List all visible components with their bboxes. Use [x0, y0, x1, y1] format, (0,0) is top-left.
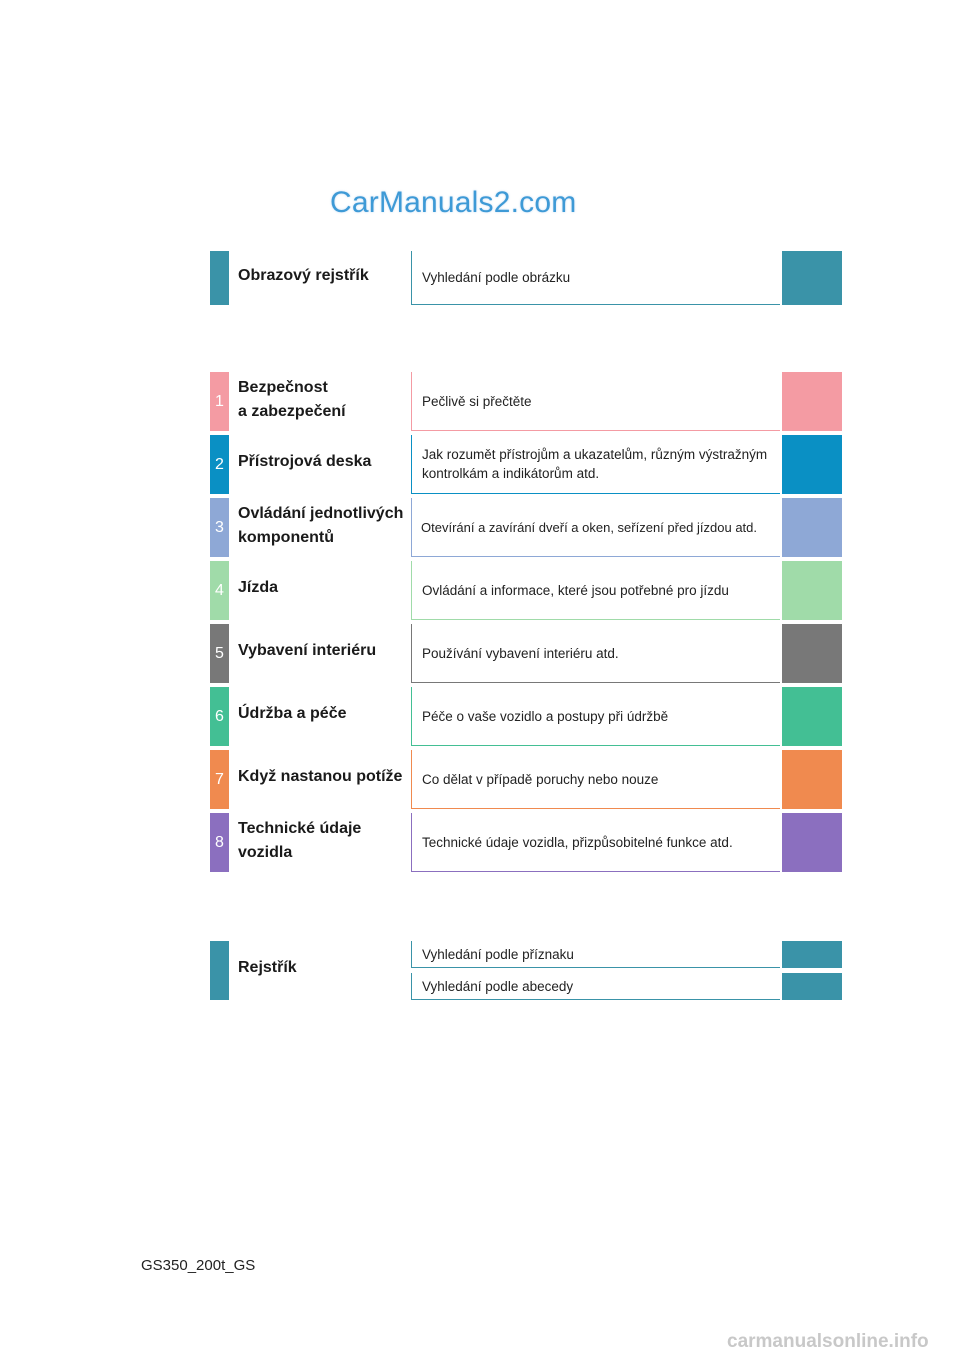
section-title-line: Když nastanou potíže: [238, 768, 403, 785]
section-desc: [411, 687, 780, 746]
section-title: [238, 502, 410, 550]
picture-index-marker: [210, 251, 229, 305]
section-desc-line: Péče o vaše vozidlo a postupy při údržbě: [422, 708, 669, 724]
site-watermark: carmanualsonline.info: [727, 1331, 929, 1352]
section-desc: [411, 372, 780, 431]
section-row-8[interactable]: [210, 813, 842, 872]
section-title: [238, 817, 410, 865]
section-row-6[interactable]: [210, 687, 842, 746]
watermark-logo: CarManuals2.com: [330, 186, 577, 219]
section-title-line: a zabezpečení: [238, 403, 346, 420]
section-tab[interactable]: [782, 561, 842, 620]
section-title-line: Vybavení interiéru: [238, 642, 377, 659]
section-number: 7: [210, 750, 229, 809]
section-row-7[interactable]: [210, 750, 842, 809]
section-desc-line: Otevírání a zavírání dveří a oken, seřízení před jízdou atd.: [421, 519, 758, 535]
section-title: [238, 765, 410, 789]
index-row: [210, 941, 842, 1000]
section-tab[interactable]: [782, 750, 842, 809]
section-title: [238, 450, 410, 474]
picture-index-row[interactable]: [210, 251, 842, 305]
section-title: [238, 576, 410, 600]
section-desc-line: Jak rozumět přístrojům a ukazatelům, různým výstražným: [422, 447, 768, 462]
picture-index-tab[interactable]: [782, 251, 842, 305]
section-tab[interactable]: [782, 498, 842, 557]
section-number: 6: [210, 687, 229, 746]
section-desc: [411, 498, 780, 557]
section-desc: [411, 561, 780, 620]
section-row-5[interactable]: [210, 624, 842, 683]
section-tab[interactable]: [782, 687, 842, 746]
picture-index-desc: Vyhledání podle obrázku: [411, 251, 780, 305]
section-desc: [411, 750, 780, 809]
index-by-symptom-tab[interactable]: [782, 941, 842, 968]
section-number: 4: [210, 561, 229, 620]
section-desc-line: Používání vybavení interiéru atd.: [422, 645, 619, 661]
section-desc-line: Ovládání a informace, které jsou potřebné pro jízdu: [422, 582, 729, 598]
section-row-3[interactable]: [210, 498, 842, 557]
section-number: 1: [210, 372, 229, 431]
index-marker: [210, 941, 229, 1000]
section-title-line: Bezpečnost: [238, 379, 328, 396]
section-desc-line: Pečlivě si přečtěte: [422, 393, 532, 409]
section-desc-line: Technické údaje vozidla, přizpůsobitelné funkce atd.: [422, 834, 733, 850]
document-code: GS350_200t_GS: [141, 1257, 256, 1274]
section-tab[interactable]: [782, 435, 842, 494]
section-row-1[interactable]: [210, 372, 842, 431]
section-title-line: Přístrojová deska: [238, 453, 372, 470]
section-title-line: vozidla: [238, 844, 293, 861]
index-by-symptom[interactable]: Vyhledání podle příznaku: [411, 941, 780, 968]
section-desc: [411, 813, 780, 872]
section-desc-line: Co dělat v případě poruchy nebo nouze: [422, 771, 659, 787]
section-row-4[interactable]: [210, 561, 842, 620]
section-title-line: Technické údaje: [238, 820, 362, 837]
section-number: 5: [210, 624, 229, 683]
section-title-line: Ovládání jednotlivých: [238, 505, 404, 522]
section-title: [238, 376, 410, 424]
section-tab[interactable]: [782, 372, 842, 431]
section-tab[interactable]: [782, 624, 842, 683]
section-tab[interactable]: [782, 813, 842, 872]
index-alphabetical-tab[interactable]: [782, 973, 842, 1000]
index-alphabetical[interactable]: Vyhledání podle abecedy: [411, 973, 780, 1000]
picture-index-title: Obrazový rejstřík: [238, 267, 369, 284]
section-title-line: Jízda: [238, 579, 279, 596]
section-title-line: komponentů: [238, 529, 334, 546]
section-desc-line: kontrolkám a indikátorům atd.: [422, 466, 600, 481]
section-number: 8: [210, 813, 229, 872]
section-title: [238, 639, 410, 663]
section-title-line: Údržba a péče: [238, 705, 347, 722]
section-row-2[interactable]: [210, 435, 842, 494]
section-number: 3: [210, 498, 229, 557]
section-desc: [411, 435, 780, 494]
index-title: Rejstřík: [238, 959, 297, 976]
section-desc: [411, 624, 780, 683]
section-number: 2: [210, 435, 229, 494]
section-title: [238, 702, 410, 726]
